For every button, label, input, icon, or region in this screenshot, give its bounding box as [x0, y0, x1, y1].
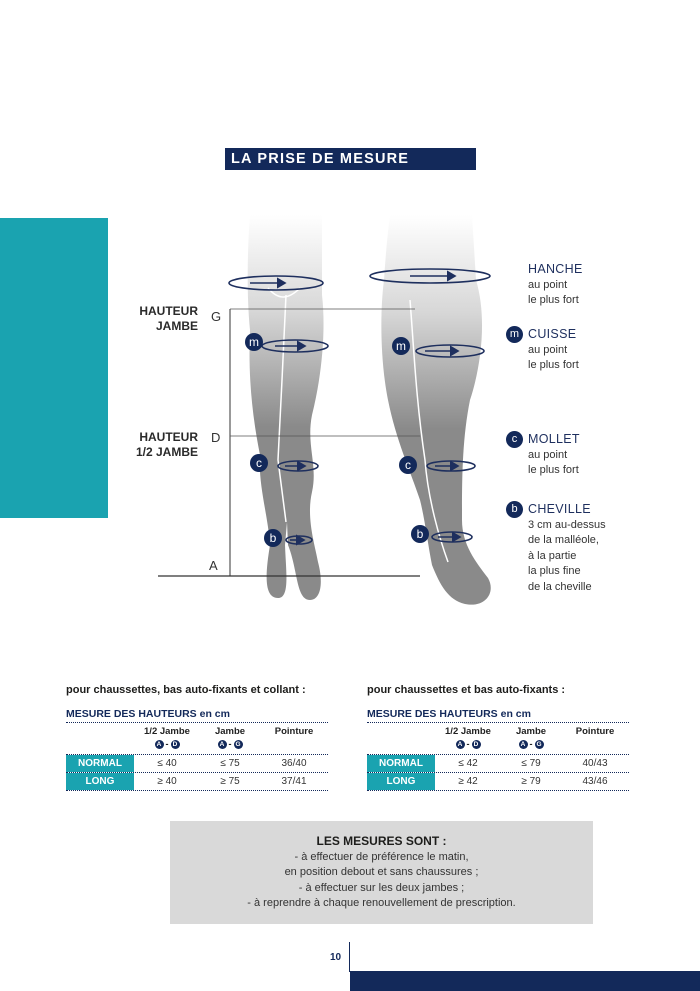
svg-text:b: b — [269, 531, 277, 545]
svg-text:b: b — [416, 527, 424, 541]
range-end-icon: D — [171, 740, 180, 749]
svg-text:c: c — [256, 456, 262, 470]
range-end-icon: D — [472, 740, 481, 749]
label-hauteur-demi-jambe: HAUTEUR 1/2 JAMBE — [135, 430, 198, 459]
svg-text:m: m — [249, 335, 259, 349]
table-row: LONG ≥ 40 ≥ 75 37/41 — [66, 772, 328, 791]
left-legs-shape — [248, 215, 324, 600]
notes-line: - à effectuer sur les deux jambes ; — [298, 881, 465, 894]
table-row: LONG ≥ 42 ≥ 79 43/46 — [367, 772, 629, 791]
notes-line: - à effectuer de préférence le matin, — [294, 850, 469, 863]
size-table-1 — [66, 684, 328, 791]
page-title: LA PRISE DE MESURE — [225, 148, 476, 170]
table-row: NORMAL ≤ 40 ≤ 75 36/40 — [66, 754, 328, 772]
leg-measurement-figure — [0, 200, 700, 620]
legend-cheville: b CHEVILLE 3 cm au-dessus de la malléole, à la partie la plus fine de la cheville — [507, 502, 606, 595]
right-leg-shape — [381, 215, 490, 605]
legend-mollet: c MOLLET au point le plus fort — [507, 432, 580, 479]
range-end-icon: G — [235, 740, 241, 748]
footer-bar — [350, 971, 700, 991]
table-row: NORMAL ≤ 42 ≤ 79 40/43 — [367, 754, 629, 772]
range-start-icon: A — [456, 740, 465, 749]
measurement-notes-box — [170, 821, 593, 924]
range-start-icon: A — [155, 740, 164, 749]
notes-line: en position debout et sans chaussures ; — [284, 866, 479, 878]
table-heading: MESURE DES HAUTEURS en cm — [66, 708, 328, 723]
notes-line: - à reprendre à chaque renouvellement de prescription. — [247, 897, 516, 909]
table-heading: MESURE DES HAUTEURS en cm — [367, 708, 629, 723]
badge-b-icon: b — [506, 501, 523, 518]
svg-text:m: m — [396, 339, 406, 353]
badge-c-icon: c — [506, 431, 523, 448]
letter-g: G — [211, 309, 222, 324]
badge-m-icon: m — [506, 326, 523, 343]
label-hauteur-jambe: HAUTEUR JAMBE — [139, 304, 198, 333]
letter-d: D — [211, 430, 221, 445]
range-start-icon: A — [519, 740, 528, 749]
range-start-icon: A — [218, 740, 227, 749]
svg-text:c: c — [405, 458, 411, 472]
letter-a: A — [209, 558, 218, 573]
legend-cuisse: m CUISSE au point le plus fort — [507, 327, 579, 374]
size-table-2 — [367, 684, 629, 791]
legend-hanche: HANCHE au point le plus fort — [528, 262, 583, 306]
table-intro: pour chaussettes et bas auto-fixants : — [367, 684, 566, 696]
table-intro: pour chaussettes, bas auto-fixants et collant : — [66, 684, 306, 696]
notes-title: LES MESURES SONT : — [316, 834, 447, 848]
footer-divider — [349, 942, 350, 972]
page-number: 10 — [330, 952, 342, 963]
table-header-row: 1/2 Jambe A - D Jambe A - G Pointure — [445, 726, 615, 749]
table-header-row: 1/2 Jambe A - D Jambe A - G Pointure — [144, 726, 314, 749]
range-end-icon: G — [536, 740, 542, 748]
